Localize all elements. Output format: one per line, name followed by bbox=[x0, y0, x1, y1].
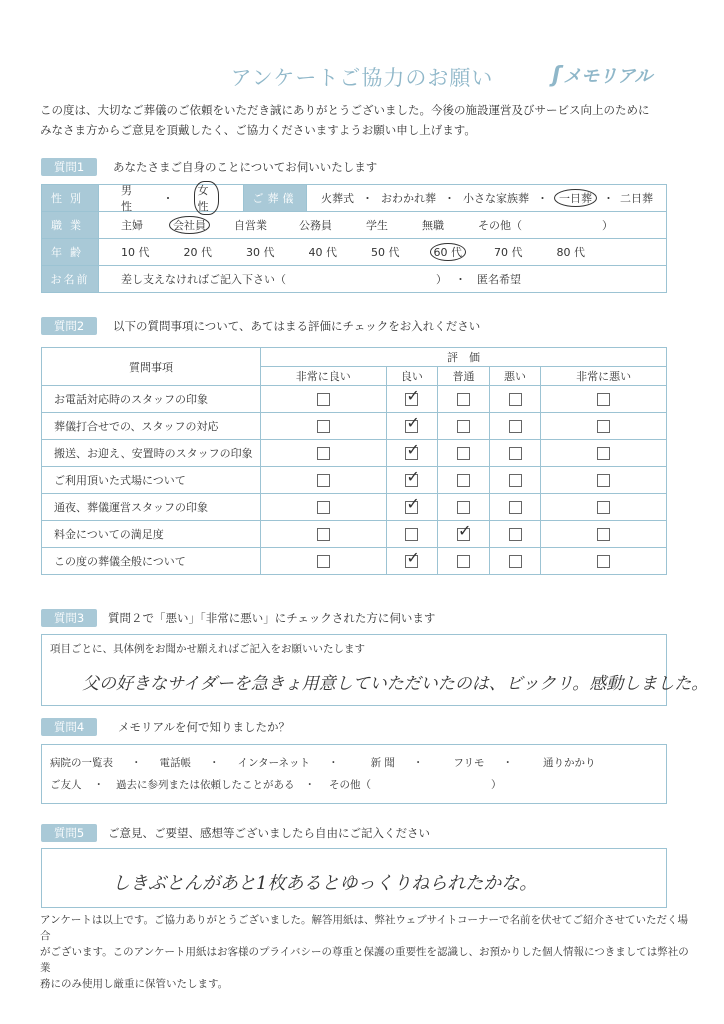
footer-line: アンケートは以上です。ご協力ありがとうございました。解答用紙は、弊社ウェブサイトコーナーで名前を伏せてご紹介させていただく場合 bbox=[40, 914, 688, 942]
rating-item-label: お電話対応時のスタッフの印象 bbox=[42, 386, 261, 413]
rating-checkbox[interactable] bbox=[597, 393, 610, 406]
rating-row bbox=[42, 413, 667, 440]
rating-checkbox[interactable] bbox=[597, 447, 610, 460]
rating-checkbox[interactable] bbox=[597, 501, 610, 514]
funeral-option-small-family[interactable]: 小さな家族葬 bbox=[463, 192, 529, 205]
age-option-60s[interactable]: 60 代 bbox=[430, 243, 467, 261]
source-option[interactable]: インターネット bbox=[237, 757, 311, 769]
source-option[interactable]: 病院の一覧表 bbox=[50, 757, 113, 769]
q3-instruction: 項目ごとに、具体例をお聞かせ願えればご記入をお願いいたします bbox=[50, 643, 365, 655]
rating-checkbox[interactable] bbox=[317, 555, 330, 568]
name-field-close: ） bbox=[436, 273, 447, 286]
q4-label: 質問4 bbox=[41, 718, 97, 736]
job-label: 職業 bbox=[42, 212, 99, 239]
sex-label: 性別 bbox=[42, 185, 99, 212]
q3-label: 質問3 bbox=[41, 609, 97, 627]
job-other-close: ） bbox=[602, 219, 613, 232]
separator: ・ bbox=[412, 757, 424, 769]
rating-item-label: この度の葬儀全般について bbox=[42, 548, 261, 575]
source-option[interactable]: 過去に参列または依頼したことがある bbox=[116, 779, 295, 791]
sex-option-male[interactable]: 男 性 bbox=[121, 184, 132, 213]
separator: ・ bbox=[328, 757, 339, 769]
rating-checkbox[interactable] bbox=[317, 501, 330, 514]
rating-checkbox[interactable] bbox=[509, 555, 522, 568]
job-option-housewife[interactable]: 主婦 bbox=[121, 219, 143, 232]
funeral-option-cremation[interactable]: 火葬式 bbox=[321, 192, 354, 205]
rating-checkbox[interactable] bbox=[405, 501, 418, 514]
rating-row bbox=[42, 440, 667, 467]
footer-line: がございます。このアンケート用紙はお客様のプライバシーの尊重と保護の重要性を認識し、お預かりした個人情報につきましては弊社の業 bbox=[40, 946, 689, 974]
intro-text bbox=[40, 100, 700, 140]
rating-checkbox[interactable] bbox=[597, 474, 610, 487]
rating-checkbox[interactable] bbox=[509, 528, 522, 541]
age-option-50s[interactable]: 50 代 bbox=[371, 246, 400, 259]
rating-header: 普通 bbox=[438, 367, 490, 386]
rating-row bbox=[42, 467, 667, 494]
age-option-20s[interactable]: 20 代 bbox=[183, 246, 212, 259]
separator: ・ bbox=[304, 779, 315, 791]
q1-table bbox=[41, 184, 667, 293]
rating-checkbox[interactable] bbox=[317, 474, 330, 487]
funeral-option-one-day[interactable]: 一日葬 bbox=[554, 189, 597, 207]
rating-item-label: 通夜、葬儀運営スタッフの印象 bbox=[42, 494, 261, 521]
job-option-student[interactable]: 学生 bbox=[366, 219, 388, 232]
rating-checkbox[interactable] bbox=[457, 393, 470, 406]
rating-row bbox=[42, 494, 667, 521]
rating-checkbox[interactable] bbox=[457, 555, 470, 568]
footer-note bbox=[40, 912, 690, 992]
intro-line: みなさま方からご意見を頂戴したく、ご協力くださいますようお願い申し上げます。 bbox=[40, 123, 476, 137]
job-option-civil-servant[interactable]: 公務員 bbox=[299, 219, 332, 232]
source-option[interactable]: フリモ bbox=[453, 757, 485, 769]
rating-header: 悪い bbox=[489, 367, 541, 386]
rating-header: 非常に良い bbox=[261, 367, 387, 386]
source-option[interactable]: ） bbox=[491, 779, 502, 791]
rating-item-label: 葬儀打合せでの、スタッフの対応 bbox=[42, 413, 261, 440]
age-option-40s[interactable]: 40 代 bbox=[308, 246, 337, 259]
rating-checkbox[interactable] bbox=[457, 447, 470, 460]
q5-text: ご意見、ご要望、感想等ございましたら自由にご記入ください bbox=[108, 826, 430, 840]
rating-header: 良い bbox=[386, 367, 438, 386]
q2-rating-table bbox=[41, 347, 667, 575]
rating-checkbox[interactable] bbox=[405, 528, 418, 541]
rating-checkbox[interactable] bbox=[597, 528, 610, 541]
rating-item-label: ご利用頂いた式場について bbox=[42, 467, 261, 494]
col-eval-header: 評 価 bbox=[261, 348, 667, 367]
job-option-unemployed[interactable]: 無職 bbox=[422, 219, 444, 232]
rating-checkbox[interactable] bbox=[457, 501, 470, 514]
separator: ・ bbox=[537, 192, 548, 205]
age-option-30s[interactable]: 30 代 bbox=[246, 246, 275, 259]
rating-item-label: 料金についての満足度 bbox=[42, 521, 261, 548]
company-logo bbox=[552, 62, 652, 88]
rating-checkbox[interactable] bbox=[509, 474, 522, 487]
funeral-option-farewell[interactable]: おわかれ葬 bbox=[381, 192, 436, 205]
separator: ・ bbox=[131, 757, 142, 769]
q5-answer-box[interactable] bbox=[41, 848, 667, 908]
job-option-self-employed[interactable]: 自営業 bbox=[234, 219, 267, 232]
age-option-10s[interactable]: 10 代 bbox=[121, 246, 150, 259]
separator: ・ bbox=[93, 779, 104, 791]
separator: ・ bbox=[209, 757, 220, 769]
separator: ・ bbox=[444, 192, 455, 205]
rating-checkbox[interactable] bbox=[457, 528, 470, 541]
page-title: アンケートご協力のお願い bbox=[230, 66, 494, 90]
anonymous-option[interactable]: ・ 匿名希望 bbox=[455, 273, 521, 286]
q2-label: 質問2 bbox=[41, 317, 97, 335]
separator: ・ bbox=[162, 192, 174, 205]
name-instruction: 差し支えなければご記入下さい（ bbox=[121, 273, 286, 286]
name-label: お名前 bbox=[42, 266, 99, 293]
age-option-70s[interactable]: 70 代 bbox=[494, 246, 523, 259]
rating-checkbox[interactable] bbox=[597, 420, 610, 433]
q5-handwritten-answer: しきぶとんがあと1枚あるとゆっくりねられたかな。 bbox=[112, 873, 538, 894]
rating-checkbox[interactable] bbox=[317, 528, 330, 541]
q1-text: あなたさまご自身のことについてお伺いいたします bbox=[113, 160, 378, 174]
logo-mark-icon: ʃ bbox=[552, 63, 562, 88]
rating-checkbox[interactable] bbox=[405, 393, 418, 406]
rating-checkbox[interactable] bbox=[597, 555, 610, 568]
q3-answer-box[interactable] bbox=[41, 634, 709, 706]
rating-header: 非常に悪い bbox=[541, 367, 667, 386]
rating-checkbox[interactable] bbox=[509, 501, 522, 514]
q5-label: 質問5 bbox=[41, 824, 97, 842]
rating-checkbox[interactable] bbox=[509, 393, 522, 406]
separator: ・ bbox=[603, 192, 614, 205]
rating-checkbox[interactable] bbox=[317, 447, 330, 460]
funeral-label: ご葬儀 bbox=[244, 185, 307, 212]
rating-checkbox[interactable] bbox=[405, 555, 418, 568]
rating-checkbox[interactable] bbox=[405, 474, 418, 487]
q3-text: 質問２で「悪い」「非常に悪い」にチェックされた方に伺います bbox=[108, 611, 436, 625]
source-option[interactable]: 新 聞 bbox=[370, 757, 395, 769]
rating-checkbox[interactable] bbox=[509, 447, 522, 460]
q4-text: メモリアルを何で知りましたか？ bbox=[118, 720, 291, 734]
q1-label: 質問1 bbox=[41, 158, 97, 176]
q4-options-box bbox=[41, 744, 667, 804]
source-option[interactable]: 電話帳 bbox=[159, 757, 191, 769]
sex-option-female[interactable]: 女 性 bbox=[194, 181, 220, 215]
age-label: 年齢 bbox=[42, 239, 99, 266]
rating-checkbox[interactable] bbox=[509, 420, 522, 433]
intro-line: この度は、大切なご葬儀のご依頼をいただき誠にありがとうございました。今後の施設運営及びサービス向上のために bbox=[40, 103, 650, 117]
rating-checkbox[interactable] bbox=[457, 420, 470, 433]
separator: ・ bbox=[502, 757, 513, 769]
rating-row bbox=[42, 521, 667, 548]
rating-checkbox[interactable] bbox=[317, 420, 330, 433]
logo-text: メモリアル bbox=[563, 66, 653, 87]
q2-text: 以下の質問事項について、あてはまる評価にチェックをお入れください bbox=[113, 319, 481, 333]
col-item-header: 質問事項 bbox=[42, 348, 261, 386]
rating-row bbox=[42, 386, 667, 413]
rating-checkbox[interactable] bbox=[457, 474, 470, 487]
q3-handwritten-answer: 父の好きなサイダーを急きょ用意していただいたのは、ビックリ。感動しました。 bbox=[82, 674, 709, 694]
job-option-other[interactable]: その他（ bbox=[478, 219, 522, 232]
source-option[interactable]: その他（ bbox=[329, 779, 371, 791]
rating-item-label: 搬送、お迎え、安置時のスタッフの印象 bbox=[42, 440, 261, 467]
funeral-option-two-day[interactable]: 二日葬 bbox=[620, 192, 653, 205]
age-option-80s[interactable]: 80 代 bbox=[556, 246, 585, 259]
rating-checkbox[interactable] bbox=[405, 420, 418, 433]
source-option[interactable]: 通りかかり bbox=[543, 757, 596, 769]
rating-checkbox[interactable] bbox=[317, 393, 330, 406]
source-option[interactable]: ご友人 bbox=[50, 779, 82, 791]
separator: ・ bbox=[362, 192, 373, 205]
rating-row bbox=[42, 548, 667, 575]
job-option-company-employee[interactable]: 会社員 bbox=[169, 216, 210, 234]
rating-checkbox[interactable] bbox=[405, 447, 418, 460]
footer-line: 務にのみ使用し厳重に保管いたします。 bbox=[40, 978, 229, 990]
